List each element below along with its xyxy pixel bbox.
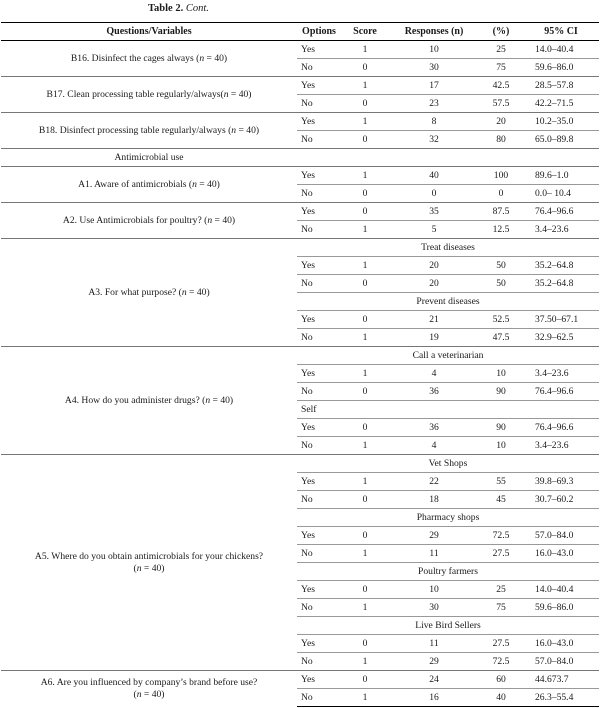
responses-cell: 40	[389, 167, 479, 185]
percent-cell: 40	[479, 689, 523, 707]
ci-cell: 76.4–96.6	[523, 383, 599, 401]
score-cell: 1	[341, 77, 389, 95]
score-cell: 1	[341, 167, 389, 185]
responses-cell: 29	[389, 653, 479, 671]
ci-cell: 14.0–40.4	[535, 44, 574, 55]
score-cell: 1	[341, 329, 389, 347]
option-cell: Yes	[297, 581, 341, 599]
score-cell: 1	[341, 599, 389, 617]
score-cell: 1	[341, 437, 389, 455]
option-cell: Yes	[297, 167, 341, 185]
table-row	[1, 77, 599, 95]
option-cell: Yes	[297, 257, 341, 275]
responses-cell: 35	[389, 203, 479, 221]
option-cell: Yes	[297, 365, 341, 383]
subgroup-label: Poultry farmers	[297, 563, 599, 581]
ci-cell: 37.50–67.1	[523, 311, 599, 329]
table-row	[1, 671, 599, 689]
score-cell: 1	[341, 545, 389, 563]
option-cell: Yes	[297, 203, 341, 221]
score-cell: 0	[341, 491, 389, 509]
responses-cell: 29	[389, 527, 479, 545]
option-cell: No	[297, 437, 341, 455]
ci-cell: 3.4–23.6	[523, 437, 599, 455]
percent-cell: 100	[479, 167, 523, 185]
responses-cell: 17	[389, 77, 479, 95]
percent-cell: 87.5	[479, 203, 523, 221]
percent-cell: 50	[479, 275, 523, 293]
option-cell: Yes	[301, 44, 315, 55]
ci-cell: 42.2–71.5	[523, 95, 599, 113]
responses-cell: 24	[389, 671, 479, 689]
ci-cell: 89.6–1.0	[523, 167, 599, 185]
percent-cell: 72.5	[479, 653, 523, 671]
question-b17: B17. Clean processing table regularly/always(n = 40)	[1, 77, 297, 113]
header-question: Questions/Variables	[1, 23, 297, 41]
subgroup-label: Call a veterinarian	[297, 347, 599, 365]
ci-cell: 26.3–55.4	[523, 689, 599, 707]
percent-cell: 10	[479, 437, 523, 455]
question-a2: A2. Use Antimicrobials for poultry? (n = 40)	[1, 203, 297, 239]
option-cell: No	[297, 185, 341, 203]
responses-cell: 8	[389, 113, 479, 131]
header-ci: 95% CI	[523, 23, 599, 41]
score-cell: 1	[341, 113, 389, 131]
ci-cell: 59.6–86.0	[523, 59, 599, 77]
question-a6: A6. Are you influenced by company’s brand before use? (n = 40)	[1, 671, 297, 707]
header-score: Score	[341, 23, 389, 41]
section-title: Antimicrobial use	[1, 149, 297, 167]
header-options: Options	[297, 23, 341, 41]
responses-cell: 18	[389, 491, 479, 509]
score-cell: 0	[341, 581, 389, 599]
question-a1: A1. Aware of antimicrobials (n = 40)	[1, 167, 297, 203]
percent-cell: 0	[479, 185, 523, 203]
responses-cell: 16	[389, 689, 479, 707]
responses-cell: 32	[389, 131, 479, 149]
subgroup-label: Pharmacy shops	[297, 509, 599, 527]
score-cell: 1	[362, 44, 368, 55]
ci-cell: 3.4–23.6	[523, 365, 599, 383]
ci-cell: 0.0– 10.4	[523, 185, 599, 203]
score-cell: 0	[341, 671, 389, 689]
percent-cell: 80	[479, 131, 523, 149]
ci-cell: 57.0–84.0	[523, 527, 599, 545]
percent-cell: 25	[479, 581, 523, 599]
percent-cell: 72.5	[479, 527, 523, 545]
option-cell: Yes	[297, 419, 341, 437]
subheader-row	[1, 239, 599, 257]
ci-cell: 10.2–35.0	[523, 113, 599, 131]
responses-cell: 4	[389, 437, 479, 455]
ci-cell: 16.0–43.0	[523, 635, 599, 653]
ci-cell: 14.0–40.4	[523, 581, 599, 599]
percent-cell: 12.5	[479, 221, 523, 239]
percent-cell: 52.5	[479, 311, 523, 329]
score-cell: 0	[341, 131, 389, 149]
question-a4: A4. How do you administer drugs? (n = 40)	[1, 347, 297, 455]
percent-cell: 55	[479, 473, 523, 491]
responses-cell: 30	[389, 59, 479, 77]
score-cell: 0	[341, 95, 389, 113]
score-cell: 1	[341, 473, 389, 491]
responses-cell: 11	[389, 635, 479, 653]
responses-cell: 22	[389, 473, 479, 491]
question-b18: B18. Disinfect processing table regularly/always (n = 40)	[1, 113, 297, 149]
percent-cell: 47.5	[479, 329, 523, 347]
responses-cell: 20	[389, 275, 479, 293]
score-cell: 1	[341, 221, 389, 239]
ci-cell: 35.2–64.8	[523, 275, 599, 293]
responses-cell: 21	[389, 311, 479, 329]
results-table	[1, 22, 599, 707]
option-cell: No	[297, 599, 341, 617]
option-cell: No	[297, 329, 341, 347]
score-cell: 0	[341, 635, 389, 653]
table-row	[1, 167, 599, 185]
subheader-row	[1, 455, 599, 473]
ci-cell: 44.673.7	[523, 671, 599, 689]
option-cell: No	[297, 95, 341, 113]
option-cell: No	[297, 545, 341, 563]
option-cell: Yes	[297, 473, 341, 491]
responses-cell: 19	[389, 329, 479, 347]
percent-cell: 75	[479, 59, 523, 77]
caption-label: Table 2.	[148, 3, 184, 14]
percent-cell: 60	[479, 671, 523, 689]
percent-cell: 10	[479, 365, 523, 383]
score-cell: 0	[341, 383, 389, 401]
score-cell: 0	[341, 311, 389, 329]
option-cell: Yes	[297, 527, 341, 545]
table-row	[1, 203, 599, 221]
option-cell: No	[297, 275, 341, 293]
subheader-row	[1, 347, 599, 365]
ci-cell: 16.0–43.0	[523, 545, 599, 563]
responses-cell: 5	[389, 221, 479, 239]
responses-cell: 20	[389, 257, 479, 275]
ci-cell: 39.8–69.3	[523, 473, 599, 491]
option-cell: No	[297, 689, 341, 707]
subgroup-label: Vet Shops	[297, 455, 599, 473]
option-cell: Yes	[297, 635, 341, 653]
table-row	[1, 41, 599, 59]
score-cell: 1	[341, 257, 389, 275]
percent-cell: 57.5	[479, 95, 523, 113]
responses-cell: 30	[389, 599, 479, 617]
ci-cell: 3.4–23.6	[523, 221, 599, 239]
ci-cell: 28.5–57.8	[523, 77, 599, 95]
percent-cell: 42.5	[479, 77, 523, 95]
option-cell: Yes	[297, 113, 341, 131]
responses-cell: 0	[389, 185, 479, 203]
responses-cell: 10	[429, 44, 439, 55]
header-percent: (%)	[479, 23, 523, 41]
option-cell: No	[297, 383, 341, 401]
option-cell: No	[297, 131, 341, 149]
header-responses: Responses (n)	[389, 23, 479, 41]
responses-cell: 4	[389, 365, 479, 383]
subgroup-label: Self	[297, 401, 599, 419]
percent-cell: 90	[479, 383, 523, 401]
option-cell: Yes	[297, 311, 341, 329]
percent-cell: 27.5	[479, 635, 523, 653]
responses-cell: 36	[389, 419, 479, 437]
ci-cell: 76.4–96.6	[523, 419, 599, 437]
ci-cell: 59.6–86.0	[523, 599, 599, 617]
score-cell: 1	[341, 365, 389, 383]
percent-cell: 27.5	[479, 545, 523, 563]
score-cell: 0	[341, 203, 389, 221]
option-cell: Yes	[297, 671, 341, 689]
score-cell: 1	[341, 689, 389, 707]
ci-cell: 65.0–89.8	[523, 131, 599, 149]
subgroup-label: Treat diseases	[297, 239, 599, 257]
header-row	[1, 23, 599, 41]
option-cell: No	[297, 653, 341, 671]
subgroup-label: Prevent diseases	[297, 293, 599, 311]
percent-cell: 50	[479, 257, 523, 275]
question-a5: A5. Where do you obtain antimicrobials for your chickens? (n = 40)	[1, 455, 297, 671]
ci-cell: 57.0–84.0	[523, 653, 599, 671]
responses-cell: 10	[389, 581, 479, 599]
score-cell: 0	[341, 59, 389, 77]
caption-suffix: Cont.	[185, 3, 209, 14]
table-row	[1, 113, 599, 131]
score-cell: 0	[341, 419, 389, 437]
percent-cell: 75	[479, 599, 523, 617]
score-cell: 0	[341, 275, 389, 293]
ci-cell: 30.7–60.2	[523, 491, 599, 509]
table-caption	[148, 3, 209, 14]
ci-cell: 76.4–96.6	[523, 203, 599, 221]
option-cell: No	[297, 221, 341, 239]
option-cell: Yes	[297, 77, 341, 95]
section-row	[1, 149, 599, 167]
question-a3: A3. For what purpose? (n = 40)	[1, 239, 297, 347]
score-cell: 1	[341, 653, 389, 671]
ci-cell: 32.9–62.5	[523, 329, 599, 347]
option-cell: No	[297, 59, 341, 77]
percent-cell: 90	[479, 419, 523, 437]
percent-cell: 25	[496, 44, 506, 55]
ci-cell: 35.2–64.8	[523, 257, 599, 275]
option-cell: No	[297, 491, 341, 509]
question-b16: B16. Disinfect the cages always (n = 40)	[70, 52, 228, 64]
responses-cell: 11	[389, 545, 479, 563]
score-cell: 0	[341, 185, 389, 203]
responses-cell: 36	[389, 383, 479, 401]
percent-cell: 20	[479, 113, 523, 131]
score-cell: 0	[341, 527, 389, 545]
responses-cell: 23	[389, 95, 479, 113]
subgroup-label: Live Bird Sellers	[297, 617, 599, 635]
percent-cell: 45	[479, 491, 523, 509]
